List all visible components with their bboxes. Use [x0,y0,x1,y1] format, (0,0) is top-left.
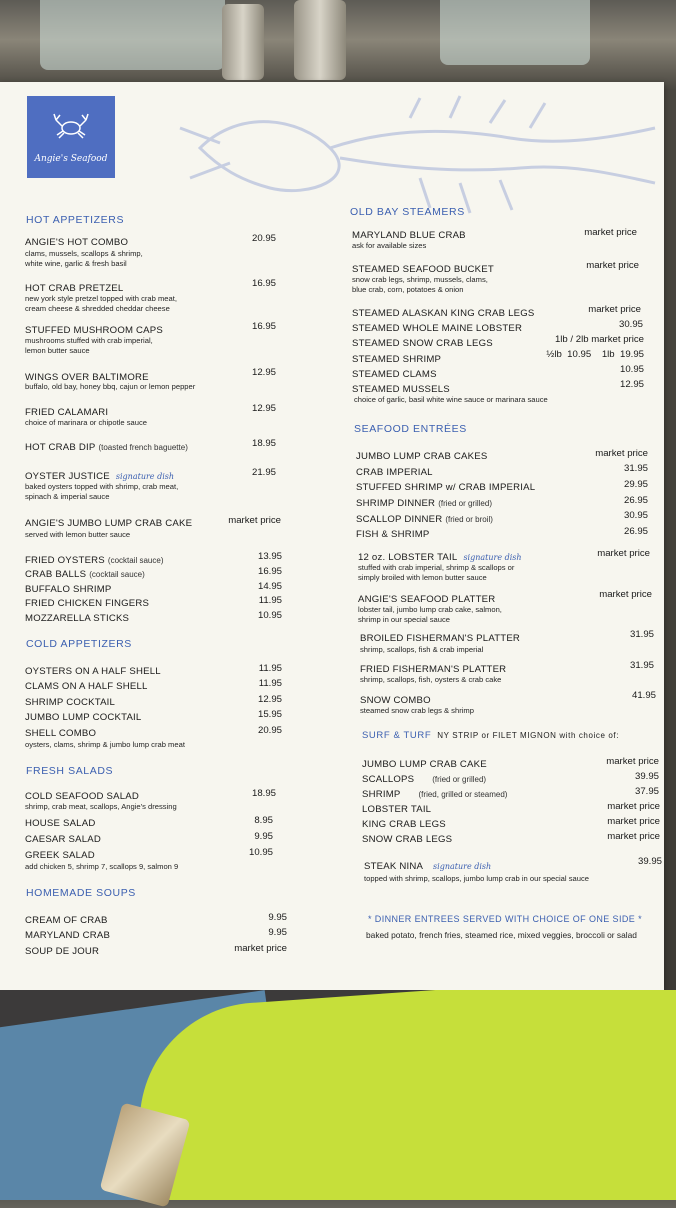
crab-icon [53,110,89,140]
menu-item-price: 11.95 [258,595,282,606]
menu-item: FRIED CALAMARI [25,407,109,418]
menu-item: SHRIMP (fried, grilled or steamed) [362,789,508,800]
menu-item: SHRIMP COCKTAIL [25,697,116,708]
menu-item-desc: clams, mussels, scallops & shrimp, white wine, garlic & fresh basil [25,249,143,268]
menu-item: SCALLOPS (fried or grilled) [362,774,487,785]
heading-hot-appetizers: HOT APPETIZERS [26,214,125,226]
menu-item: STUFFED SHRIMP w/ CRAB IMPERIAL [356,482,536,493]
heading-fresh-salads: FRESH SALADS [26,765,114,777]
menu-item-price: 11.95 [258,678,282,689]
menu-item-desc: add chicken 5, shrimp 7, scallops 9, salmon 9 [25,862,179,871]
menu-item-price: 39.95 [637,856,662,867]
menu-item: JUMBO LUMP CRAB CAKES [356,451,488,462]
menu-item-desc: oysters, clams, shrimp & jumbo lump crab meat [25,740,185,749]
menu-item-price: 39.95 [634,771,659,782]
menu-item: WINGS OVER BALTIMORE [25,372,149,383]
menu-item: BROILED FISHERMAN'S PLATTER [360,633,521,644]
menu-item-price: 9.95 [254,831,273,842]
heading-homemade-soups: HOMEMADE SOUPS [26,887,136,899]
pepper-shaker [294,0,346,80]
menu-item-price: 8.95 [254,815,273,826]
menu-item: OYSTER JUSTICE signature dish [25,471,175,482]
menu-item-price: 26.95 [623,495,648,506]
menu-item-price: 12.95 [257,694,282,705]
tablecloth [0,990,676,1200]
menu-item: FRIED OYSTERS (cocktail sauce) [25,555,164,566]
menu-item-desc: new york style pretzel topped with crab meat, cream cheese & shredded cheddar cheese [25,294,177,313]
menu-item: HOT CRAB DIP (toasted french baguette) [25,442,188,453]
menu-item-price: 21.95 [251,467,276,478]
menu-item-price: 26.95 [623,526,648,537]
menu-item-price: 13.95 [257,551,282,562]
menu-item-price: market price [607,816,660,827]
menu-item: KING CRAB LEGS [362,819,446,830]
menu-item-price: 18.95 [251,438,276,449]
menu-item: STUFFED MUSHROOM CAPS [25,325,163,336]
dinner-entrees-note: * DINNER ENTREES SERVED WITH CHOICE OF ONE SIDE * [368,914,642,924]
sides-list: baked potato, french fries, steamed rice, mixed veggies, broccoli or salad [366,930,637,940]
menu-item-price: 14.95 [257,581,282,592]
menu-item: ANGIE'S JUMBO LUMP CRAB CAKE [25,518,193,529]
menu-item-price: market price [606,756,659,767]
menu-item-price: 31.95 [623,463,648,474]
salt-shaker [222,4,264,80]
menu-item-price: 29.95 [623,479,648,490]
menu-item: STEAMED SNOW CRAB LEGS [352,338,493,349]
menu-item-price: market price [584,227,637,238]
menu-item: HOUSE SALAD [25,818,96,829]
menu-item-price: 10.95 [257,610,282,621]
menu-item-price: market price [607,801,660,812]
heading-cold-appetizers: COLD APPETIZERS [26,638,132,650]
menu-item: CLAMS ON A HALF SHELL [25,681,148,692]
menu-item: SHELL COMBO [25,728,97,739]
menu-item-price: 41.95 [631,690,656,701]
menu-item: STEAMED WHOLE MAINE LOBSTER [352,323,523,334]
menu-item-price: 31.95 [629,660,654,671]
menu-item-desc: ask for available sizes [352,241,427,250]
menu-item-desc: shrimp, crab meat, scallops, Angie's dressing [25,802,177,811]
menu-item: JUMBO LUMP COCKTAIL [25,712,142,723]
menu-item: COLD SEAFOOD SALAD [25,791,139,802]
menu-item-price: 9.95 [268,927,287,938]
menu-item: SNOW COMBO [360,695,431,706]
menu-item: MOZZARELLA STICKS [25,613,130,624]
menu-item-price: 37.95 [634,786,659,797]
menu-item-price: 16.95 [251,321,276,332]
lobster-illustration [160,88,660,218]
menu-item-desc: buffalo, old bay, honey bbq, cajun or lemon pepper [25,382,196,391]
heading-surf-and-turf: SURF & TURF NY STRIP or FILET MIGNON with choice of: [362,730,620,741]
menu-item-price: 11.95 [258,663,282,674]
logo-name: Angie's Seafood [34,154,108,164]
menu-item: FRIED FISHERMAN'S PLATTER [360,664,507,675]
menu-item-price: 15.95 [257,709,282,720]
menu-item: STEAMED SHRIMP [352,354,442,365]
menu-item-price: 18.95 [251,788,276,799]
menu-item: 12 oz. LOBSTER TAIL signature dish [358,552,522,563]
menu-item-price: 30.95 [623,510,648,521]
menu-item: STEAMED CLAMS [352,369,437,380]
menu-item: FISH & SHRIMP [356,529,430,540]
menu-item: STEAMED SEAFOOD BUCKET [352,264,494,275]
menu-item-desc: served with lemon butter sauce [25,530,131,539]
menu-item-price: 10.95 [248,847,273,858]
menu-item-price: 12.95 [251,403,276,414]
menu-item-price: 9.95 [268,912,287,923]
menu-item: JUMBO LUMP CRAB CAKE [362,759,487,770]
menu-item: LOBSTER TAIL [362,804,432,815]
menu-item: OYSTERS ON A HALF SHELL [25,666,161,677]
menu-item: SHRIMP DINNER (fried or grilled) [356,498,492,509]
menu-item-desc: topped with shrimp, scallops, jumbo lump crab in our special sauce [364,874,589,883]
menu-item: HOT CRAB PRETZEL [25,283,124,294]
menu-item: CRAB BALLS (cocktail sauce) [25,569,145,580]
menu-item-desc: baked oysters topped with shrimp, crab meat, spinach & imperial sauce [25,482,179,501]
menu-item-desc: shrimp, scallops, fish, oysters & crab cake [360,675,502,684]
menu-item: CREAM OF CRAB [25,915,108,926]
menu-item-desc: shrimp, scallops, fish & crab imperial [360,645,484,654]
heading-seafood-entrees: SEAFOOD ENTRÉES [354,423,467,435]
menu-item: BUFFALO SHRIMP [25,584,112,595]
menu-item: SOUP DE JOUR [25,946,100,957]
menu-item-desc: stuffed with crab imperial, shrimp & scallops or simply broiled with lemon butter sauce [358,563,515,582]
menu-item: CAESAR SALAD [25,834,101,845]
menu-item: GREEK SALAD [25,850,95,861]
menu-item: ANGIE'S SEAFOOD PLATTER [358,594,496,605]
menu-item: SCALLOP DINNER (fried or broil) [356,514,493,525]
menu-item-price: 31.95 [629,629,654,640]
menu-item: MARYLAND CRAB [25,930,111,941]
menu-item-price: 20.95 [251,233,276,244]
water-glass-left [40,0,225,70]
menu-item-price: market price [228,515,281,526]
menu-item: ANGIE'S HOT COMBO [25,237,129,248]
menu-item-price: market price [586,260,639,271]
menu-item-price: 20.95 [257,725,282,736]
menu-item-desc: mushrooms stuffed with crab imperial, lemon butter sauce [25,336,153,355]
logo [27,96,115,178]
menu-item-price: market price [597,548,650,559]
menu-item: STEAK NINA signature dish [364,861,492,872]
menu-item-price: 10.95 [619,364,644,375]
heading-old-bay-steamers: OLD BAY STEAMERS [350,206,465,218]
menu-item-price: 12.95 [619,379,644,390]
menu-item-price: market price [607,831,660,842]
menu-item-price: market price [599,589,652,600]
menu-item: SNOW CRAB LEGS [362,834,453,845]
menu-item: MARYLAND BLUE CRAB [352,230,466,241]
menu-item-price: 16.95 [257,566,282,577]
menu-item: STEAMED ALASKAN KING CRAB LEGS [352,308,535,319]
menu-item: CRAB IMPERIAL [356,467,433,478]
menu-item-price: market price [588,304,641,315]
menu-item-desc: choice of marinara or chipotle sauce [25,418,147,427]
menu-item-price: market price [234,943,287,954]
menu-item-price: market price [595,448,648,459]
menu-item-desc: lobster tail, jumbo lump crab cake, salmon, shrimp in our special sauce [358,605,502,624]
menu-item-price: 1lb / 2lb market price [554,334,644,345]
menu-item: STEAMED MUSSELS [352,384,450,395]
menu-item-price: 12.95 [251,367,276,378]
menu-item-price: ½lb 10.95 1lb 19.95 [546,349,644,360]
menu-item-desc: steamed snow crab legs & shrimp [360,706,474,715]
menu-item-price: 30.95 [618,319,643,330]
menu-item-price: 16.95 [251,278,276,289]
menu-sheet [0,82,664,990]
menu-item-desc: choice of garlic, basil white wine sauce or marinara sauce [354,395,548,404]
yellow-fabric [132,990,676,1200]
menu-item-desc: snow crab legs, shrimp, mussels, clams, blue crab, corn, potatoes & onion [352,275,488,294]
menu-item: FRIED CHICKEN FINGERS [25,598,150,609]
water-glass-right [440,0,590,65]
